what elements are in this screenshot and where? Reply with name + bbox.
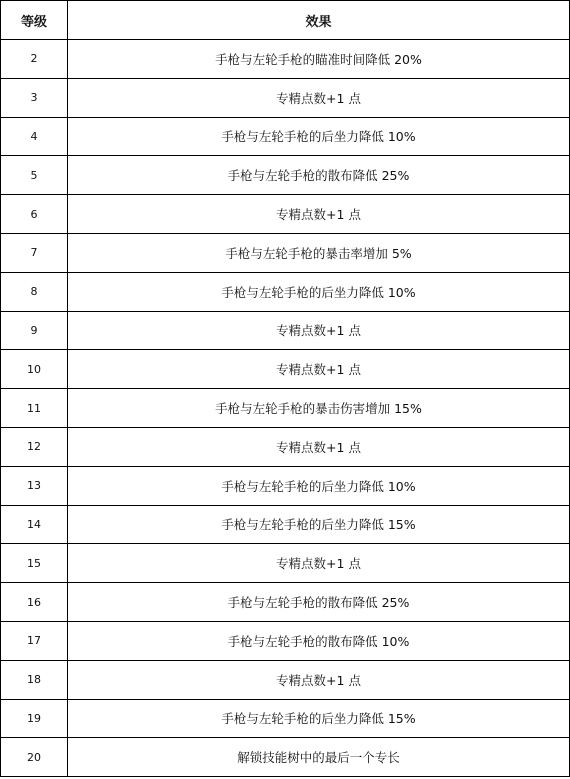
table-row: [1, 195, 570, 234]
table-row: [1, 427, 570, 466]
table-row: [1, 621, 570, 660]
effect-cell: 专精点数+1 点: [68, 544, 570, 583]
effect-cell: 手枪与左轮手枪的暴击伤害增加 15%: [68, 389, 570, 428]
table-row: [1, 156, 570, 195]
effect-cell: 专精点数+1 点: [68, 350, 570, 389]
table-row: [1, 272, 570, 311]
header-effect: 效果: [68, 1, 570, 40]
table-row: [1, 311, 570, 350]
effect-cell: 解锁技能树中的最后一个专长: [68, 738, 570, 777]
level-cell: 9: [1, 311, 68, 350]
level-cell: 4: [1, 117, 68, 156]
effect-cell: 手枪与左轮手枪的暴击率增加 5%: [68, 233, 570, 272]
table-header-row: [1, 1, 570, 40]
table-row: [1, 544, 570, 583]
level-cell: 7: [1, 233, 68, 272]
effect-cell: 手枪与左轮手枪的散布降低 25%: [68, 583, 570, 622]
table-row: [1, 699, 570, 738]
table-row: [1, 738, 570, 777]
table-row: [1, 389, 570, 428]
effect-cell: 专精点数+1 点: [68, 311, 570, 350]
level-cell: 11: [1, 389, 68, 428]
level-cell: 17: [1, 621, 68, 660]
table-row: [1, 350, 570, 389]
level-cell: 2: [1, 40, 68, 79]
table-body: [1, 40, 570, 777]
level-cell: 19: [1, 699, 68, 738]
level-cell: 5: [1, 156, 68, 195]
effect-cell: 手枪与左轮手枪的散布降低 25%: [68, 156, 570, 195]
effect-cell: 专精点数+1 点: [68, 427, 570, 466]
effect-cell: 手枪与左轮手枪的后坐力降低 15%: [68, 505, 570, 544]
effect-cell: 手枪与左轮手枪的后坐力降低 15%: [68, 699, 570, 738]
level-cell: 8: [1, 272, 68, 311]
level-cell: 6: [1, 195, 68, 234]
level-cell: 15: [1, 544, 68, 583]
level-cell: 20: [1, 738, 68, 777]
table-header: [1, 1, 570, 40]
level-cell: 13: [1, 466, 68, 505]
effect-cell: 手枪与左轮手枪的后坐力降低 10%: [68, 272, 570, 311]
header-level: 等级: [1, 1, 68, 40]
table-row: [1, 117, 570, 156]
table-row: [1, 40, 570, 79]
level-cell: 10: [1, 350, 68, 389]
table-row: [1, 466, 570, 505]
level-cell: 3: [1, 78, 68, 117]
table-row: [1, 505, 570, 544]
level-cell: 14: [1, 505, 68, 544]
table-row: [1, 233, 570, 272]
table-row: [1, 78, 570, 117]
effect-cell: 专精点数+1 点: [68, 195, 570, 234]
table-row: [1, 583, 570, 622]
effect-cell: 专精点数+1 点: [68, 78, 570, 117]
table-row: [1, 660, 570, 699]
effect-cell: 手枪与左轮手枪的散布降低 10%: [68, 621, 570, 660]
level-cell: 12: [1, 427, 68, 466]
effect-cell: 手枪与左轮手枪的后坐力降低 10%: [68, 466, 570, 505]
effect-cell: 手枪与左轮手枪的瞄准时间降低 20%: [68, 40, 570, 79]
effect-cell: 专精点数+1 点: [68, 660, 570, 699]
effect-cell: 手枪与左轮手枪的后坐力降低 10%: [68, 117, 570, 156]
level-cell: 18: [1, 660, 68, 699]
level-cell: 16: [1, 583, 68, 622]
